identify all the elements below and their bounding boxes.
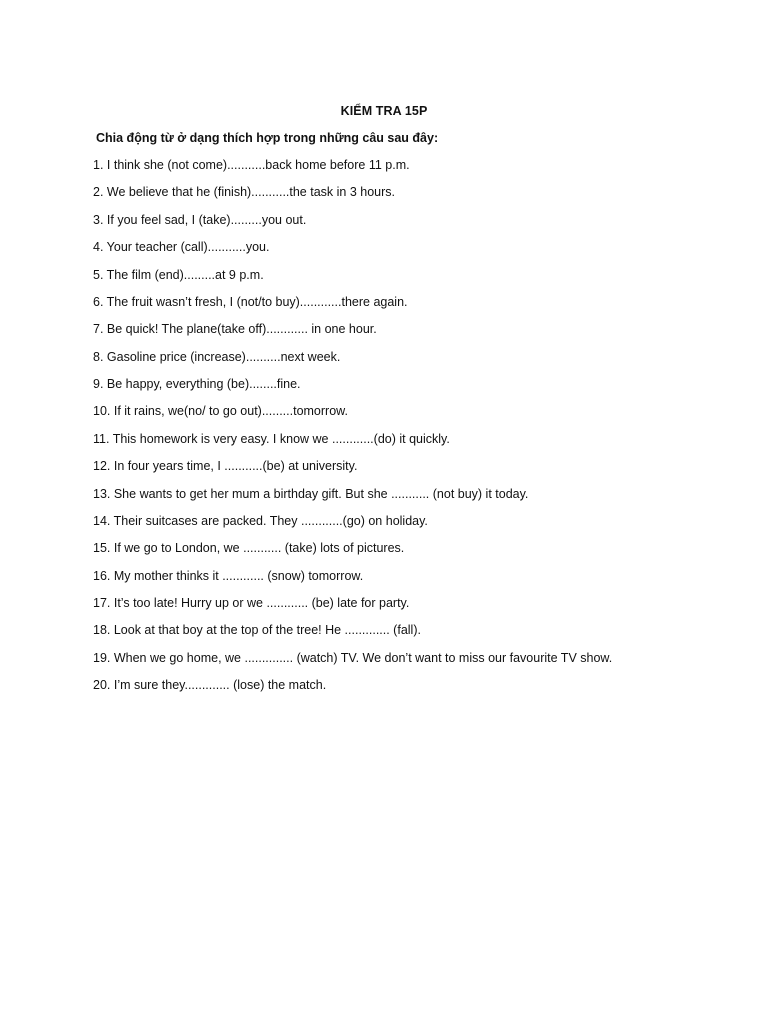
instruction-text: Chia động từ ở dạng thích hợp trong những câu sau đây:	[96, 131, 439, 145]
question-item: 20. I’m sure they............. (lose) the match.	[93, 678, 327, 693]
question-item: 7. Be quick! The plane(take off)............ in one hour.	[93, 322, 377, 337]
question-item: 1. I think she (not come)...........back home before 11 p.m.	[93, 158, 410, 172]
question-item: 10. If it rains, we(no/ to go out).........tomorrow.	[93, 404, 348, 419]
question-item: 4. Your teacher (call)...........you.	[93, 240, 270, 255]
question-item: 9. Be happy, everything (be)........fine.	[93, 377, 301, 391]
page-title: KIỂM TRA 15P	[340, 104, 428, 118]
question-item: 3. If you feel sad, I (take).........you out.	[93, 212, 307, 227]
question-item: 14. Their suitcases are packed. They ............(go) on holiday.	[93, 513, 428, 528]
question-list	[93, 157, 612, 705]
question-item: 11. This homework is very easy. I know we ............(do) it quickly.	[93, 431, 450, 446]
question-item: 19. When we go home, we .............. (watch) TV. We don’t want to miss our favourite TV show.	[93, 650, 613, 665]
question-item: 18. Look at that boy at the top of the tree! He ............. (fall).	[93, 623, 421, 638]
question-item: 8. Gasoline price (increase)..........next week.	[93, 349, 341, 364]
question-item: 13. She wants to get her mum a birthday gift. But she ........... (not buy) it today.	[93, 486, 529, 501]
question-item: 5. The film (end).........at 9 p.m.	[93, 267, 264, 282]
question-item: 12. In four years time, I ...........(be) at university.	[93, 459, 358, 474]
question-item: 16. My mother thinks it ............ (snow) tomorrow.	[93, 568, 364, 583]
question-item: 15. If we go to London, we ........... (take) lots of pictures.	[93, 541, 405, 556]
question-item: 2. We believe that he (finish)...........the task in 3 hours.	[93, 185, 396, 200]
question-item: 17. It’s too late! Hurry up or we ............ (be) late for party.	[93, 596, 410, 610]
question-item: 6. The fruit wasn’t fresh, I (not/to buy)............there again.	[93, 294, 408, 309]
